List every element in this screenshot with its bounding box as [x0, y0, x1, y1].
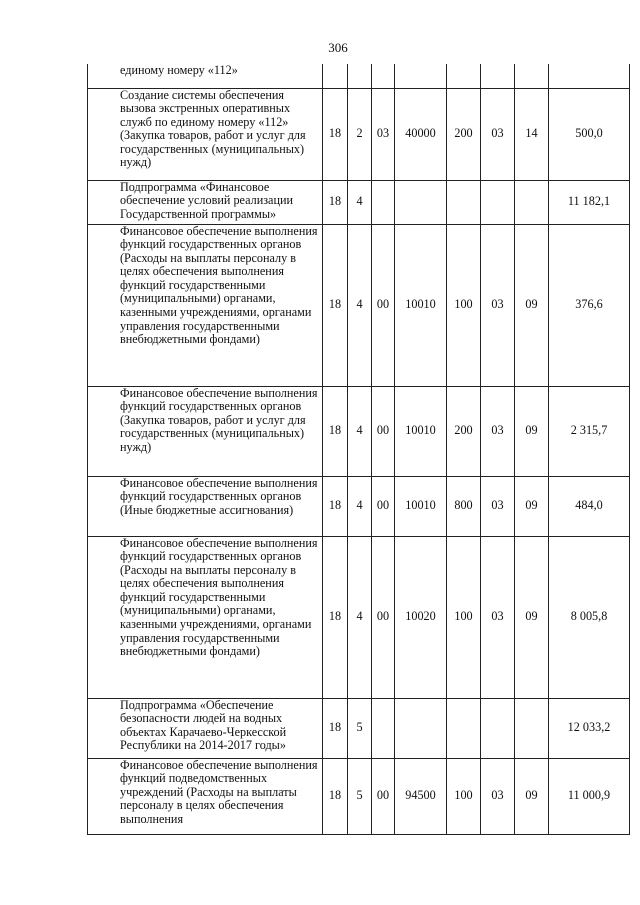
cell-code-2: [348, 64, 372, 88]
cell-code-2: 4: [348, 224, 372, 386]
cell-code-4: 10010: [395, 224, 447, 386]
cell-code-1: 18: [323, 224, 348, 386]
cell-code-3: [372, 180, 395, 224]
cell-code-7: 09: [515, 536, 549, 698]
cell-code-3: [372, 64, 395, 88]
cell-code-5: 100: [447, 536, 481, 698]
cell-code-7: [515, 64, 549, 88]
cell-amount: 11 182,1: [549, 180, 630, 224]
cell-amount: 11 000,9: [549, 758, 630, 834]
cell-amount: 12 033,2: [549, 698, 630, 758]
cell-code-7: [515, 180, 549, 224]
cell-code-6: 03: [481, 476, 515, 536]
cell-code-6: [481, 698, 515, 758]
cell-code-6: 03: [481, 386, 515, 476]
cell-code-6: 03: [481, 536, 515, 698]
cell-amount: 376,6: [549, 224, 630, 386]
cell-amount: 500,0: [549, 88, 630, 180]
cell-code-6: [481, 180, 515, 224]
cell-code-1: [323, 64, 348, 88]
cell-amount: 2 315,7: [549, 386, 630, 476]
cell-code-3: 00: [372, 536, 395, 698]
cell-code-1: 18: [323, 180, 348, 224]
row-name: Создание системы обеспечения вызова экстренных оперативных служб по единому номеру «112» (Закупка товаров, работ и услуг для государственных (муниципальных) нужд): [88, 88, 323, 180]
row-name: Подпрограмма «Обеспечение безопасности людей на водных объектах Карачаево-Черкесской Республики на 2014-2017 годы»: [88, 698, 323, 758]
cell-code-1: 18: [323, 476, 348, 536]
cell-code-1: 18: [323, 536, 348, 698]
cell-code-6: [481, 64, 515, 88]
cell-code-1: 18: [323, 698, 348, 758]
cell-code-5: [447, 64, 481, 88]
cell-code-4: [395, 698, 447, 758]
cell-code-3: 00: [372, 758, 395, 834]
cell-code-2: 4: [348, 536, 372, 698]
cell-code-5: [447, 698, 481, 758]
table-row: [88, 758, 630, 834]
cell-amount: 484,0: [549, 476, 630, 536]
cell-amount: 8 005,8: [549, 536, 630, 698]
cell-code-2: 5: [348, 758, 372, 834]
cell-code-6: 03: [481, 88, 515, 180]
table-row: [88, 180, 630, 224]
cell-code-1: 18: [323, 386, 348, 476]
cell-code-4: 10020: [395, 536, 447, 698]
cell-code-2: 5: [348, 698, 372, 758]
row-name: Финансовое обеспечение выполнения функций государственных органов (Закупка товаров, работ и услуг для государственных (муниципальных) нужд): [88, 386, 323, 476]
row-name: Финансовое обеспечение выполнения функций подведомственных учреждений (Расходы на выплаты персоналу в целях обеспечения выполнения: [88, 758, 323, 834]
cell-code-6: 03: [481, 758, 515, 834]
cell-code-4: 10010: [395, 476, 447, 536]
cell-code-7: 14: [515, 88, 549, 180]
cell-code-7: 09: [515, 224, 549, 386]
budget-table: [87, 64, 630, 835]
cell-code-4: [395, 180, 447, 224]
row-name: Финансовое обеспечение выполнения функций государственных органов (Иные бюджетные ассигнования): [88, 476, 323, 536]
cell-code-1: 18: [323, 758, 348, 834]
table-row: [88, 64, 630, 88]
table-row: [88, 698, 630, 758]
cell-code-3: 00: [372, 224, 395, 386]
row-name: Подпрограмма «Финансовое обеспечение условий реализации Государственной программы»: [88, 180, 323, 224]
cell-code-7: 09: [515, 386, 549, 476]
table-row: [88, 224, 630, 386]
cell-amount: [549, 64, 630, 88]
table-row: [88, 88, 630, 180]
cell-code-4: 94500: [395, 758, 447, 834]
cell-code-5: 800: [447, 476, 481, 536]
cell-code-4: 10010: [395, 386, 447, 476]
cell-code-3: 00: [372, 386, 395, 476]
cell-code-2: 4: [348, 386, 372, 476]
cell-code-5: 100: [447, 758, 481, 834]
cell-code-3: 03: [372, 88, 395, 180]
cell-code-6: 03: [481, 224, 515, 386]
table-row: [88, 386, 630, 476]
table-row: [88, 536, 630, 698]
cell-code-3: [372, 698, 395, 758]
cell-code-4: [395, 64, 447, 88]
cell-code-2: 4: [348, 180, 372, 224]
cell-code-5: 200: [447, 88, 481, 180]
cell-code-3: 00: [372, 476, 395, 536]
cell-code-7: 09: [515, 758, 549, 834]
row-name: единому номеру «112»: [88, 64, 323, 88]
row-name: Финансовое обеспечение выполнения функций государственных органов (Расходы на выплаты персоналу в целях обеспечения выполнения функций государственными (муниципальными) органами, казенными учреждениями, органами управления государственными внебюджетными фондами): [88, 536, 323, 698]
cell-code-4: 40000: [395, 88, 447, 180]
page-number: 306: [328, 40, 348, 55]
cell-code-2: 4: [348, 476, 372, 536]
cell-code-7: [515, 698, 549, 758]
cell-code-5: [447, 180, 481, 224]
cell-code-2: 2: [348, 88, 372, 180]
row-name: Финансовое обеспечение выполнения функций государственных органов (Расходы на выплаты персоналу в целях обеспечения выполнения функций государственными (муниципальными) органами, казенными учреждениями, органами управления государственными внебюджетными фондами): [88, 224, 323, 386]
cell-code-5: 100: [447, 224, 481, 386]
cell-code-1: 18: [323, 88, 348, 180]
table-row: [88, 476, 630, 536]
cell-code-5: 200: [447, 386, 481, 476]
cell-code-7: 09: [515, 476, 549, 536]
